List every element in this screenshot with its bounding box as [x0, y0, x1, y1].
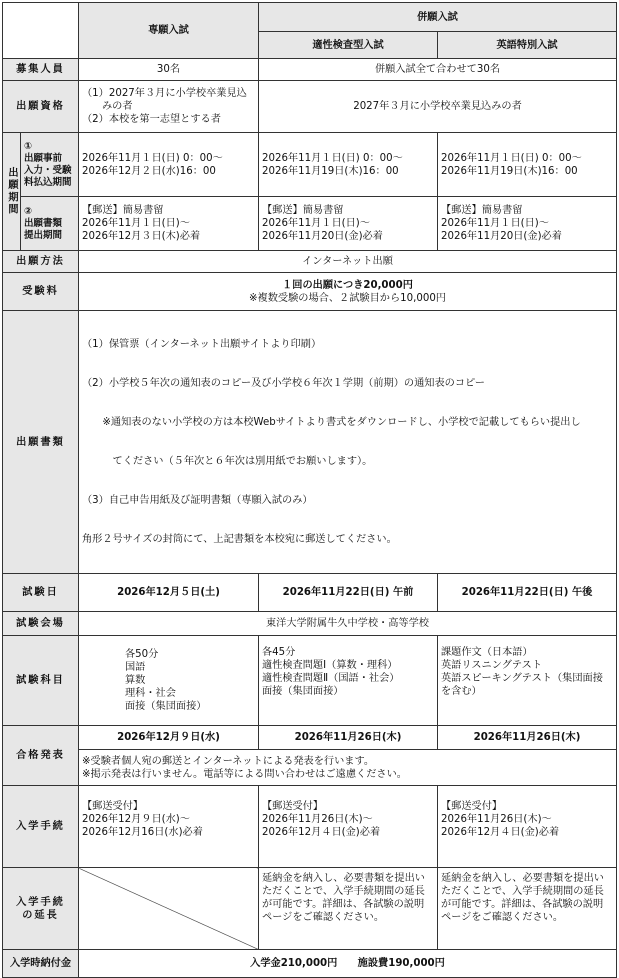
eligibility-combined: 2027年３月に小学校卒業見込みの者	[259, 81, 617, 133]
docs-submission-english: 【郵送】簡易書留 2026年11月１日(日)～ 2026年11月20日(金)必着	[438, 197, 617, 251]
subjects-english: 課題作文（日本語） 英語リスニングテスト 英語スピーキングテスト（集団面接 を含む）	[438, 636, 617, 726]
results-label: 合格発表	[3, 726, 79, 786]
docs-submission-aptitude: 【郵送】簡易書留 2026年11月１日(日)～ 2026年11月20日(金)必着	[259, 197, 438, 251]
subjects-label: 試験科目	[3, 636, 79, 726]
header-exclusive: 専願入試	[79, 3, 259, 59]
exam-date-exclusive: 2026年12月５日(土)	[79, 574, 259, 612]
eligibility-exclusive: （1）2027年３月に小学校卒業見込 みの者 （2）本校を第一志望とする者	[79, 81, 259, 133]
header-aptitude: 適性検査型入試	[259, 32, 438, 59]
enrollment-label: 入学手続	[3, 786, 79, 868]
eligibility-label: 出願資格	[3, 81, 79, 133]
header-blank	[3, 3, 79, 59]
venue-label: 試験会場	[3, 612, 79, 636]
fee-label: 受験料	[3, 273, 79, 311]
method-value: インターネット出願	[79, 251, 617, 273]
method-label: 出願方法	[3, 251, 79, 273]
pre-entry-exclusive: 2026年11月１日(日) 0：00～ 2026年12月２日(水)16：00	[79, 133, 259, 197]
results-notes: ※受験者個人宛の郵送とインターネットによる発表を行います。 ※掲示発表は行いません。電話等による問い合わせはご遠慮ください。	[79, 750, 617, 786]
exam-date-label: 試験日	[3, 574, 79, 612]
payment-label: 入学時納付金	[3, 950, 79, 978]
extension-label: 入学手続 の延長	[3, 868, 79, 950]
recruitment-combined: 併願入試全て合わせて30名	[259, 59, 617, 81]
enrollment-exclusive: 【郵送受付】 2026年12月９日(水)～ 2026年12月16日(水)必着	[79, 786, 259, 868]
exam-date-english: 2026年11月22日(日) 午後	[438, 574, 617, 612]
results-english: 2026年11月26日(木)	[438, 726, 617, 750]
extension-english: 延納金を納入し、必要書類を提出い ただくことで、入学手続期間の延長 が可能です。詳細は、各試験の説明 ページをご確認ください。	[438, 868, 617, 950]
pre-entry-english: 2026年11月１日(日) 0：00～ 2026年11月19日(木)16：00	[438, 133, 617, 197]
recruitment-label: 募集人員	[3, 59, 79, 81]
fee-value: １回の出願につき20,000円 ※複数受験の場合、２試験目から10,000円	[79, 273, 617, 311]
extension-exclusive-na	[79, 868, 259, 950]
exam-date-aptitude: 2026年11月22日(日) 午前	[259, 574, 438, 612]
docs-submission-exclusive: 【郵送】簡易書留 2026年11月１日(日)～ 2026年12月３日(木)必着	[79, 197, 259, 251]
recruitment-exclusive: 30名	[79, 59, 259, 81]
enrollment-aptitude: 【郵送受付】 2026年11月26日(木)～ 2026年12月４日(金)必着	[259, 786, 438, 868]
results-aptitude: 2026年11月26日(木)	[259, 726, 438, 750]
documents-list: （1）保管票（インターネット出願サイトより印刷） （2）小学校５年次の通知表のコピー及び小学校６年次１学期（前期）の通知表のコピー ※通知表のない小学校の方は本校Webサイトより書式をダウンロードし、小学校で記載してもらい提出し てください（５年次と６年次は別用紙でお願いします）。 （3）自己申告用紙及び証明書類（専願入試のみ） 角形２号サイズの封筒にて、上記書類を本校宛に郵送してください。	[79, 311, 617, 574]
payment-value: 入学金210,000円 施設費190,000円	[79, 950, 617, 978]
results-exclusive: 2026年12月９日(水)	[79, 726, 259, 750]
application-period-label: 出願期間	[3, 133, 21, 251]
header-english: 英語特別入試	[438, 32, 617, 59]
enrollment-english: 【郵送受付】 2026年11月26日(木)～ 2026年12月４日(金)必着	[438, 786, 617, 868]
documents-label: 出願書類	[3, 311, 79, 574]
pre-entry-aptitude: 2026年11月１日(日) 0：00～ 2026年11月19日(木)16：00	[259, 133, 438, 197]
subjects-aptitude: 各45分 適性検査問題Ⅰ（算数・理科） 適性検査問題Ⅱ（国語・社会） 面接（集団面接）	[259, 636, 438, 726]
venue-value: 東洋大学附属牛久中学校・高等学校	[79, 612, 617, 636]
admission-table	[2, 2, 617, 978]
header-combined: 併願入試	[259, 3, 617, 32]
subjects-exclusive: 各50分 国語 算数 理科・社会 面接（集団面接）	[79, 636, 259, 726]
pre-entry-label: ① 出願事前 入力・受験 料払込期間	[21, 133, 79, 197]
extension-aptitude: 延納金を納入し、必要書類を提出い ただくことで、入学手続期間の延長 が可能です。詳細は、各試験の説明 ページをご確認ください。	[259, 868, 438, 950]
docs-submission-label: ② 出願書類 提出期間	[21, 197, 79, 251]
